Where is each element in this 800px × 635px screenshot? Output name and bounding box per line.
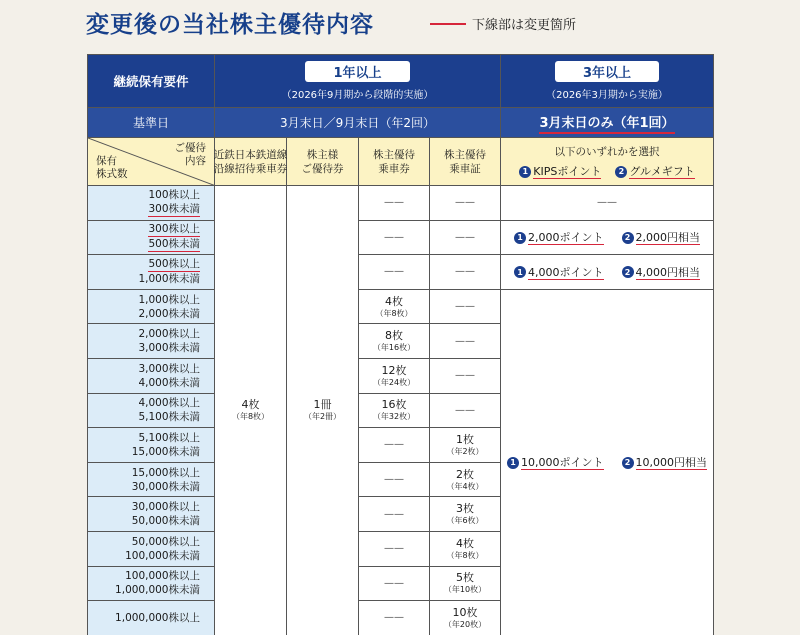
number-1-icon: 1 [514,232,526,244]
dash: —— [384,266,404,278]
points-kips [514,264,604,280]
pass-count: 10枚 [452,605,478,619]
col-select-header [501,138,714,186]
row-label-line2: 2,000株未満 [138,307,200,320]
points-gourmet-value: 2,000円相当 [635,231,700,245]
row-label-line1: 4,000株以上 [138,397,200,410]
row-label-line2: 3,000株未満 [138,342,200,355]
row-label-line1: 15,000株以上 [131,466,200,479]
points-kips [507,454,604,470]
row-label-line2: 30,000株未満 [131,480,200,493]
select-options [519,163,694,179]
ticket-cell [359,567,430,602]
row-label [87,394,215,429]
points-cell-merged [501,290,714,635]
coupon-book-count: 1冊 [313,398,332,412]
points-gourmet [622,229,701,245]
pass-cell [430,359,501,394]
col-pass-header [430,138,501,186]
row-label [87,186,215,221]
row-label [87,255,215,290]
row-label [87,428,215,463]
col-invite-line1: 近鉄日本鉄道線 [213,148,288,161]
corner-cell [87,138,215,186]
row-label-line2: 4,000株未満 [138,376,200,389]
ticket-cell [359,324,430,359]
pass-cell [430,428,501,463]
row-label [87,567,215,602]
ticket-cell [359,601,430,635]
col-invite-header [215,138,287,186]
pass-annual: （年10枚） [443,585,487,595]
pass-cell [430,463,501,498]
corner-top-line1: ご優待 [174,142,206,154]
row-label [87,290,215,325]
row-label [87,324,215,359]
points-kips [514,229,604,245]
pass-cell [430,567,501,602]
option-kips [519,163,601,179]
points-kips-value: 10,000ポイント [521,456,604,470]
pass-cell [430,497,501,532]
row-label-line1: 500株以上 [148,258,200,271]
ticket-cell [359,428,430,463]
basis-label-cell [87,108,215,138]
row-label-line1: 3,000株以上 [138,362,200,375]
corner-bottom [96,155,128,181]
dash: —— [455,301,475,313]
ticket-cell [359,359,430,394]
pass-count: 3枚 [456,502,474,516]
col-ticket-header [359,138,430,186]
pass-count: 5枚 [456,571,474,585]
pass-cell [430,255,501,290]
option-gourmet [615,163,694,179]
basis1-cell [215,108,501,138]
dash: —— [384,474,404,486]
row-label-line2: 100,000株未満 [125,549,200,562]
legend-red-line [430,23,466,25]
option-kips-label: KIPSポイント [533,165,602,178]
option-gourmet-label: グルメギフト [629,165,695,178]
period2-pill: 3年以上 [555,61,659,82]
row-label [87,463,215,498]
dash: —— [455,231,475,243]
number-1-icon: 1 [519,166,531,178]
basis1: 3月末日／9月末日（年2回） [280,116,435,130]
ticket-cell [359,255,430,290]
dash: —— [384,231,404,243]
corner-bottom-line1: 保有 [96,155,117,167]
points-gourmet [622,264,701,280]
row-label-line2: 5,100株未満 [138,411,200,424]
pass-cell [430,532,501,567]
pass-annual: （年8枚） [446,550,484,560]
pass-count: 2枚 [456,467,474,481]
corner-top-line2: 内容 [185,155,206,167]
col-coupon-line2: ご優待券 [301,162,344,175]
number-1-icon: 1 [507,457,519,469]
points-gourmet-value: 10,000円相当 [635,456,707,470]
ticket-annual: （年32枚） [372,412,416,422]
pass-annual: （年2枚） [446,446,484,456]
row-label-line2: 500株未満 [148,238,200,251]
ticket-annual: （年8枚） [375,308,413,318]
dash: —— [384,508,404,520]
points-cell [501,221,714,256]
col-invite-line2: 沿線招待乗車券 [213,162,288,175]
period2-cell [501,54,714,108]
ticket-annual: （年16枚） [372,343,416,353]
pass-cell [430,394,501,429]
coupon-book-annual: （年2冊） [303,412,342,422]
basis2-cell [501,108,714,138]
legend [430,14,576,33]
col-coupon-line1: 株主様 [306,148,339,161]
pass-count: 1枚 [456,432,474,446]
basis2: 3月末日のみ（年1回） [539,112,674,134]
points-cell [501,255,714,290]
pass-cell [430,290,501,325]
row-label-line2: 300株未満 [148,203,200,216]
dash: —— [384,577,404,589]
ticket-count: 8枚 [385,329,403,343]
dash: —— [597,197,617,209]
invite-ticket-annual: （年8枚） [231,412,270,422]
ticket-cell [359,186,430,221]
ticket-count: 12枚 [381,363,407,377]
ticket-count: 4枚 [385,294,403,308]
row-label-line2: 50,000株未満 [131,515,200,528]
row-label-line2: 1,000,000株未満 [115,584,200,597]
dash: —— [455,266,475,278]
ticket-cell [359,463,430,498]
number-2-icon: 2 [622,266,634,278]
benefits-table [87,54,714,635]
dash: —— [384,197,404,209]
pass-annual: （年6枚） [446,516,484,526]
pass-cell [430,186,501,221]
points-row [514,229,700,245]
period1-pill: 1年以上 [305,61,409,82]
row-label-line1: 2,000株以上 [138,328,200,341]
dash: —— [384,612,404,624]
ticket-cell [359,394,430,429]
col-coupon-header [287,138,359,186]
number-2-icon: 2 [622,457,634,469]
basis-label: 基準日 [132,116,169,130]
row-label [87,497,215,532]
row-label-line2: 15,000株未満 [131,445,200,458]
pass-cell [430,221,501,256]
points-row [514,264,700,280]
col-ticket-line2: 乗車券 [378,162,410,175]
row-label-line1: 1,000,000株以上 [115,611,200,624]
points-gourmet-value: 4,000円相当 [635,265,700,279]
select-title: 以下のいずれかを選択 [554,146,660,158]
points-kips-value: 2,000ポイント [528,231,604,245]
period1-cell [215,54,501,108]
row-label [87,359,215,394]
dash: —— [384,543,404,555]
row-label-line1: 30,000株以上 [131,501,200,514]
pass-annual: （年4枚） [446,481,484,491]
row-label-line2: 1,000株未満 [138,273,200,286]
row-label-line1: 100株以上 [148,189,200,202]
pass-annual: （年20枚） [443,619,487,629]
number-1-icon: 1 [514,266,526,278]
invite-ticket-count: 4枚 [241,398,260,412]
ticket-cell [359,221,430,256]
number-2-icon: 2 [615,166,627,178]
row-label [87,601,215,635]
pass-cell [430,601,501,635]
number-2-icon: 2 [622,232,634,244]
requirement-label: 継続保有要件 [113,74,189,89]
points-kips-value: 4,000ポイント [528,265,604,279]
requirement-label-cell [87,54,215,108]
ticket-cell [359,290,430,325]
dash: —— [455,335,475,347]
col-ticket-line1: 株主優待 [373,148,415,161]
legend-text: 下線部は変更箇所 [472,18,577,33]
corner-top [175,142,207,168]
dash: —— [455,404,475,416]
dash: —— [455,197,475,209]
col-pass-line1: 株主優待 [444,148,486,161]
ticket-count: 16枚 [381,398,407,412]
pass-cell [430,324,501,359]
points-cell [501,186,714,221]
period2-note: （2026年3月期から実施） [546,90,668,101]
period1-note: （2026年9月期から段階的実施） [281,90,434,101]
row-label [87,221,215,256]
pass-count: 4枚 [456,536,474,550]
row-label-line1: 5,100株以上 [138,431,200,444]
row-label-line1: 1,000株以上 [138,293,200,306]
ticket-cell [359,497,430,532]
points-gourmet [622,454,708,470]
row-label-line1: 50,000株以上 [131,535,200,548]
row-label-line1: 100,000株以上 [125,570,200,583]
corner-bottom-line2: 株式数 [96,168,128,180]
invite-ticket-cell [215,186,287,635]
row-label [87,532,215,567]
ticket-cell [359,532,430,567]
page-title: 変更後の当社株主優待内容 [86,12,374,38]
coupon-book-cell [287,186,359,635]
row-label-line1: 300株以上 [148,223,200,236]
dash: —— [455,370,475,382]
dash: —— [384,439,404,451]
ticket-annual: （年24枚） [372,377,416,387]
col-pass-line2: 乗車証 [449,162,481,175]
points-row [507,454,707,470]
